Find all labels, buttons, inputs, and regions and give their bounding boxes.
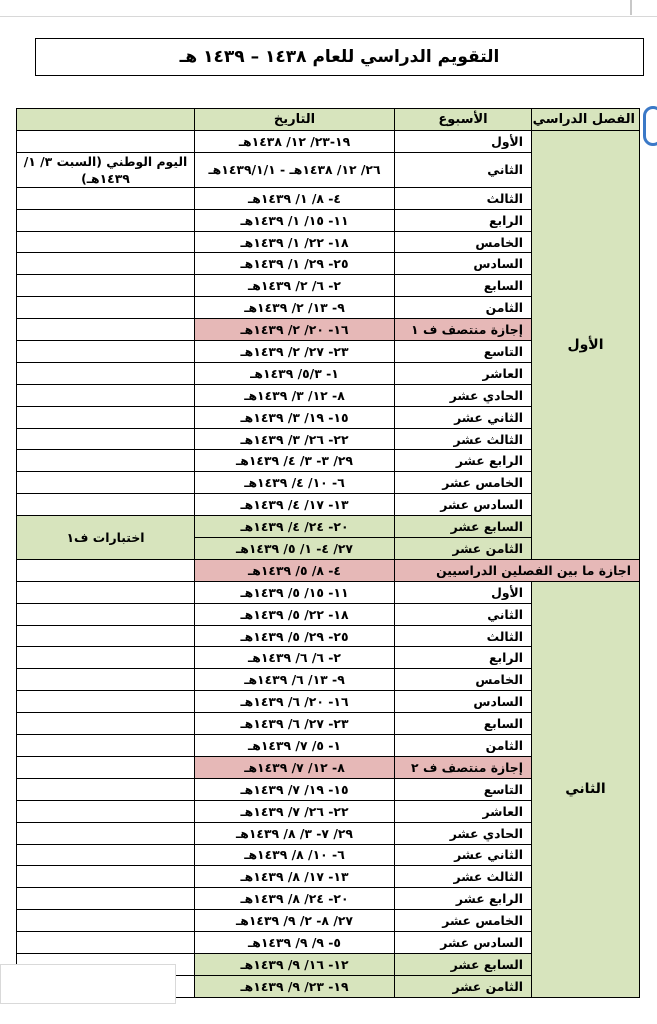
week-cell: الخامس عشر [395,472,532,494]
date-cell: ٢٩/ ٣- ٣/ ٤/ ١٤٣٩هـ [195,450,395,472]
note-cell [17,910,195,932]
semester-first-cell: الأول [532,130,640,559]
week-cell: الثالث [395,625,532,647]
header-row [17,109,640,131]
note-cell [17,581,195,603]
date-cell: ٦- ١٠/ ٨/ ١٤٣٩هـ [195,844,395,866]
week-cell: الثامن عشر [395,975,532,997]
week-cell: التاسع [395,778,532,800]
date-cell: ٢٥- ٢٩/ ٥/ ١٤٣٩هـ [195,625,395,647]
date-cell: ١- ٥/٣/ ١٤٣٩هـ [195,362,395,384]
week-cell: السابع [395,275,532,297]
date-cell: ١١- ١٥/ ١/ ١٤٣٩هـ [195,209,395,231]
week-cell: الثاني عشر [395,844,532,866]
note-cell [17,800,195,822]
page-title: التقويم الدراسي للعام ١٤٣٨ – ١٤٣٩ هـ [35,38,644,76]
date-cell: ٢٠- ٢٤/ ٨/ ١٤٣٩هـ [195,888,395,910]
note-cell [17,866,195,888]
week-cell: الرابع [395,209,532,231]
note-cell: اختبارات ف١ [17,516,195,560]
header-date: التاريخ [195,109,395,131]
table-row [17,581,640,603]
week-cell: إجازة منتصف ف ١ [395,319,532,341]
date-cell: ١٣- ١٧/ ٨/ ١٤٣٩هـ [195,866,395,888]
date-cell: ٢- ٦/ ٢/ ١٤٣٩هـ [195,275,395,297]
date-cell: ١٩- ٢٣/ ٩/ ١٤٣٩هـ [195,975,395,997]
week-cell: السادس عشر [395,932,532,954]
week-cell: إجازة منتصف ف ٢ [395,756,532,778]
note-cell [17,844,195,866]
note-cell [17,341,195,363]
header-notes [17,109,195,131]
note-cell [17,275,195,297]
week-cell: الثالث [395,187,532,209]
date-cell: ١٥- ١٩/ ٧/ ١٤٣٩هـ [195,778,395,800]
note-cell [17,362,195,384]
week-cell: الثالث عشر [395,866,532,888]
note-cell [17,932,195,954]
note-cell [17,669,195,691]
week-cell: الخامس [395,669,532,691]
date-cell: ١٦- ٢٠/ ٢/ ١٤٣٩هـ [195,319,395,341]
note-cell [17,428,195,450]
week-cell: الأول [395,581,532,603]
date-cell: ٢- ٦/ ٦/ ١٤٣٩هـ [195,647,395,669]
note-cell [17,472,195,494]
note-cell [17,494,195,516]
date-cell: ٩- ١٣/ ٦/ ١٤٣٩هـ [195,669,395,691]
week-cell: العاشر [395,362,532,384]
date-cell: ١٣- ١٧/ ٤/ ١٤٣٩هـ [195,494,395,516]
note-cell [17,625,195,647]
week-cell: الثاني [395,152,532,187]
date-cell: ١٨- ٢٢/ ٥/ ١٤٣٩هـ [195,603,395,625]
date-cell: ٢٣- ٢٧/ ٢/ ١٤٣٩هـ [195,341,395,363]
note-cell [17,406,195,428]
week-cell: الرابع عشر [395,450,532,472]
top-edge [0,0,657,17]
note-cell [17,713,195,735]
date-cell: ١٥- ١٩/ ٣/ ١٤٣٩هـ [195,406,395,428]
note-cell [17,187,195,209]
note-cell [17,319,195,341]
week-cell: السابع عشر [395,953,532,975]
date-cell: ٩- ١٣/ ٢/ ١٤٣٩هـ [195,297,395,319]
note-cell [17,603,195,625]
week-cell: الثالث عشر [395,428,532,450]
week-cell: السابع [395,713,532,735]
date-cell: ١٩-٢٣/ ١٢/ ١٤٣٨هـ [195,130,395,152]
date-cell: ٢٦/ ١٢/ ١٤٣٨هـ - ١٤٣٩/١/١هـ [195,152,395,187]
table-row [17,130,640,152]
header-semester: الفصل الدراسي [532,109,640,131]
edge-circle-decoration [643,106,657,146]
date-cell: ١٦- ٢٠/ ٦/ ١٤٣٩هـ [195,691,395,713]
date-cell: ٥- ٩/ ٩/ ١٤٣٩هـ [195,932,395,954]
week-cell: الثامن [395,297,532,319]
note-cell [17,822,195,844]
note-cell [17,130,195,152]
note-cell [17,559,195,581]
week-cell: الخامس عشر [395,910,532,932]
date-cell: ٢٠- ٢٤/ ٤/ ١٤٣٩هـ [195,516,395,538]
date-cell: ١٢- ١٦/ ٩/ ١٤٣٩هـ [195,953,395,975]
week-cell: الرابع عشر [395,888,532,910]
week-cell: الثاني [395,603,532,625]
note-cell [17,735,195,757]
top-edge-marker [630,0,632,15]
blank-overlay [0,964,176,1004]
note-cell [17,297,195,319]
note-cell [17,253,195,275]
break-label-cell: اجازة ما بين الفصلين الدراسيين [395,559,640,581]
note-cell [17,231,195,253]
week-cell: السابع عشر [395,516,532,538]
week-cell: الثاني عشر [395,406,532,428]
date-cell: ٤- ٨/ ١/ ١٤٣٩هـ [195,187,395,209]
week-cell: الثامن [395,735,532,757]
week-cell: العاشر [395,800,532,822]
date-cell: ٢٢- ٢٦/ ٧/ ١٤٣٩هـ [195,800,395,822]
week-cell: الحادي عشر [395,384,532,406]
date-cell: ٢٥- ٢٩/ ١/ ١٤٣٩هـ [195,253,395,275]
note-cell [17,647,195,669]
date-cell: ٢٧/ ٨- ٢/ ٩/ ١٤٣٩هـ [195,910,395,932]
date-cell: ٢٧/ ٤- ١/ ٥/ ١٤٣٩هـ [195,538,395,560]
calendar-table [16,108,640,998]
note-cell [17,450,195,472]
week-cell: الخامس [395,231,532,253]
note-cell [17,888,195,910]
note-cell [17,756,195,778]
date-cell: ١- ٥/ ٧/ ١٤٣٩هـ [195,735,395,757]
week-cell: السادس عشر [395,494,532,516]
date-cell: ٢٣- ٢٧/ ٦/ ١٤٣٩هـ [195,713,395,735]
date-cell: ١٨- ٢٢/ ١/ ١٤٣٩هـ [195,231,395,253]
semester-second-cell: الثاني [532,581,640,997]
date-cell: ٢٢- ٢٦/ ٣/ ١٤٣٩هـ [195,428,395,450]
date-cell: ١١- ١٥/ ٥/ ١٤٣٩هـ [195,581,395,603]
date-cell: ٦- ١٠/ ٤/ ١٤٣٩هـ [195,472,395,494]
week-cell: الرابع [395,647,532,669]
week-cell: الثامن عشر [395,538,532,560]
break-date-cell: ٤- ٨/ ٥/ ١٤٣٩هـ [195,559,395,581]
week-cell: الحادي عشر [395,822,532,844]
note-cell: اليوم الوطني (السبت ٣/ ١/ ١٤٣٩هـ) [17,152,195,187]
date-cell: ٨- ١٢/ ٣/ ١٤٣٩هـ [195,384,395,406]
header-week: الأسبوع [395,109,532,131]
note-cell [17,778,195,800]
note-cell [17,209,195,231]
note-cell [17,691,195,713]
date-cell: ٢٩/ ٧- ٣/ ٨/ ١٤٣٩هـ [195,822,395,844]
week-cell: الأول [395,130,532,152]
semester-break-row [17,559,640,581]
date-cell: ٨- ١٢/ ٧/ ١٤٣٩هـ [195,756,395,778]
week-cell: التاسع [395,341,532,363]
calendar-body [17,130,640,997]
note-cell [17,384,195,406]
week-cell: السادس [395,253,532,275]
week-cell: السادس [395,691,532,713]
